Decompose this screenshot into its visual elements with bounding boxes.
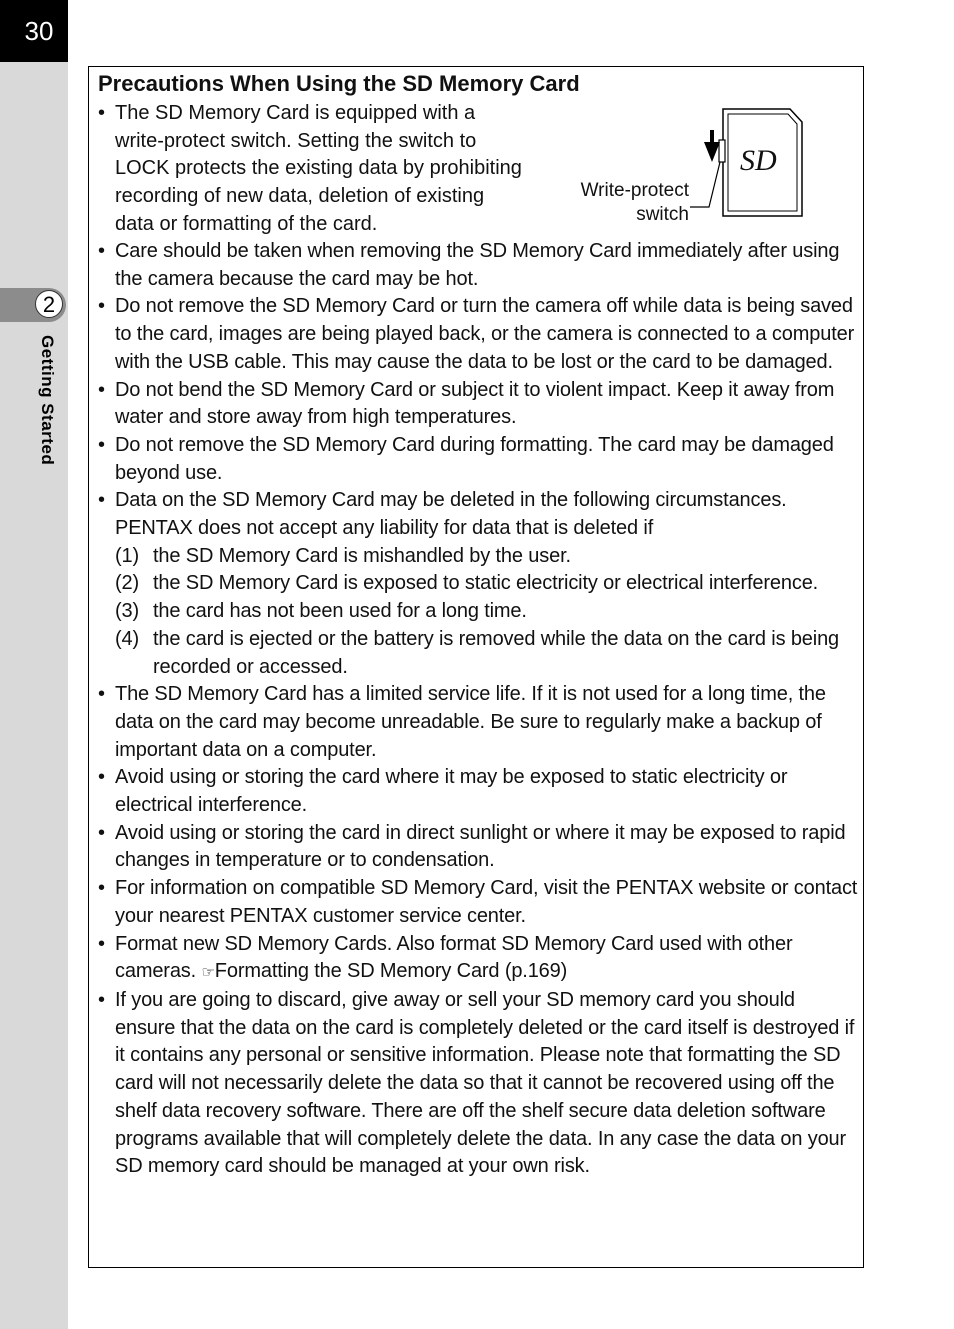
sd-card-figure	[570, 104, 810, 234]
bullet-marker: •	[98, 766, 105, 789]
chapter-number: 2	[35, 290, 63, 318]
sub-list-item	[98, 543, 858, 571]
list-item	[98, 681, 858, 764]
bullet-marker: •	[98, 683, 105, 706]
bullet-marker: •	[98, 932, 105, 955]
list-item-text: Do not remove the SD Memory Card during formatting. The card may be damaged beyond use.	[115, 433, 834, 484]
list-item-text: Format new SD Memory Cards. Also format SD Memory Card used with other cameras.	[115, 932, 793, 983]
sub-item-text: the SD Memory Card is exposed to static electricity or electrical interference.	[153, 572, 819, 595]
bullet-marker: •	[98, 102, 106, 124]
intro-paragraph	[98, 100, 528, 239]
sub-item-number: (3)	[115, 600, 139, 623]
bullet-marker: •	[98, 295, 105, 318]
list-item	[98, 377, 858, 432]
bullet-marker: •	[98, 240, 105, 262]
list-item	[98, 764, 858, 819]
precautions-list	[98, 238, 858, 1181]
chapter-label: Getting Started	[38, 335, 57, 466]
list-item-text: The SD Memory Card has a limited service life. If it is not used for a long time, the data on the card may become unreadable. Be sure to regularly make a backup of important data on a computer.	[115, 683, 826, 761]
list-item-text: Data on the SD Memory Card may be deleted in the following circumstances. PENTAX does not accept any liability for data that is deleted if	[115, 489, 787, 540]
list-item	[98, 875, 858, 930]
list-item-text: Avoid using or storing the card where it may be exposed to static electricity or electrical interference.	[115, 766, 788, 817]
sub-item-text: the SD Memory Card is mishandled by the user.	[153, 544, 571, 567]
bullet-marker: •	[98, 821, 105, 844]
figure-label-line: switch	[636, 204, 689, 225]
bullet-marker: •	[98, 988, 105, 1011]
figure-label	[581, 179, 689, 227]
sd-logo: SD	[740, 144, 777, 177]
list-item-text: Do not bend the SD Memory Card or subject it to violent impact. Keep it away from water and store away from high temperatures.	[115, 378, 835, 429]
list-item	[98, 487, 858, 542]
figure-label-line: Write-protect	[580, 180, 689, 201]
list-item	[98, 293, 858, 376]
sidebar	[0, 0, 68, 1329]
sub-item-text: the card is ejected or the battery is removed while the data on the card is being recorded or accessed.	[153, 627, 840, 678]
list-item	[98, 100, 528, 239]
bullet-marker: •	[98, 877, 105, 900]
list-item-text: Care should be taken when removing the SD Memory Card immediately after using the camera because the card may be hot.	[115, 240, 840, 290]
list-item-text: If you are going to discard, give away or sell your SD memory card you should ensure that the data on the card is completely deleted or the card itself is destroyed if it contains any personal or sensitive information. Please note that formatting the SD card will not necessarily delete the data so that it cannot be recovered using off the shelf data recovery software. There are off the shelf secure data deletion software programs available that will completely delete the data. In any case the data on your SD memory card should be managed at your own risk.	[115, 988, 855, 1178]
sub-list-item	[98, 598, 858, 626]
bullet-marker: •	[98, 489, 105, 512]
page-reference-link[interactable]: Formatting the SD Memory Card (p.169)	[214, 960, 568, 983]
sub-list-item	[98, 626, 858, 681]
list-item	[98, 987, 858, 1181]
list-item-text: For information on compatible SD Memory Card, visit the PENTAX website or contact your nearest PENTAX customer service center.	[115, 877, 858, 927]
intro-text: The SD Memory Card is equipped with a write-protect switch. Setting the switch to LOCK protects the existing data by prohibiting recording of new data, deletion of existing data or formatting of the card.	[115, 102, 522, 235]
sub-list-item	[98, 570, 858, 598]
sub-item-number: (2)	[115, 572, 139, 595]
sub-item-number: (1)	[115, 544, 139, 567]
list-item	[98, 931, 858, 987]
sub-item-number: (4)	[115, 627, 139, 650]
list-item-text: Do not remove the SD Memory Card or turn the camera off while data is being saved to the card, images are being played back, or the camera is connected to a computer with the USB cable. This may cause the data to be lost or the card to be damaged.	[115, 295, 855, 373]
sub-item-text: the card has not been used for a long time.	[153, 600, 527, 623]
reference-icon: ☞	[201, 964, 215, 982]
page-number: 30	[0, 0, 68, 62]
list-item	[98, 238, 858, 293]
bullet-marker: •	[98, 378, 105, 401]
section-title: Precautions When Using the SD Memory Card	[98, 71, 580, 96]
bullet-marker: •	[98, 433, 105, 456]
list-item	[98, 820, 858, 875]
list-item-text: Avoid using or storing the card in direct sunlight or where it may be exposed to rapid changes in temperature or to condensation.	[115, 821, 846, 872]
list-item	[98, 432, 858, 487]
